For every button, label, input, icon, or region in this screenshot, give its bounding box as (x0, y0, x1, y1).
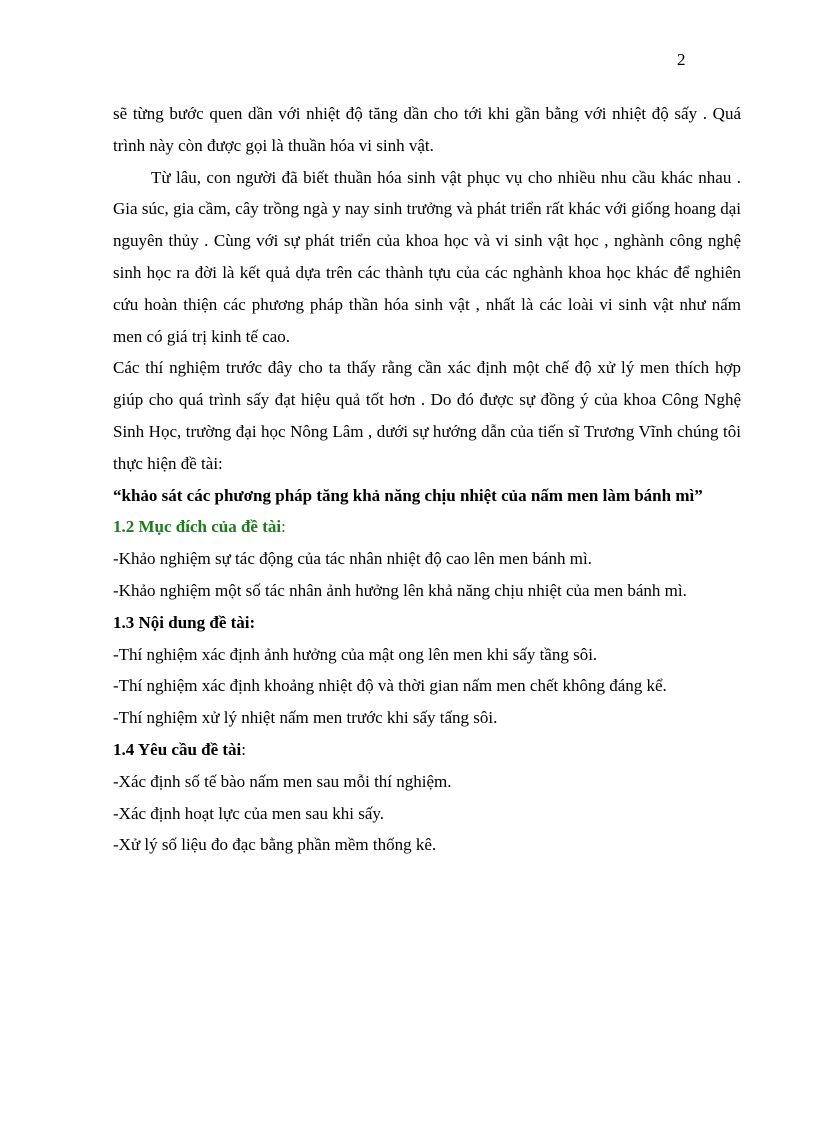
section-heading-purpose (113, 511, 741, 543)
list-item: -Khảo nghiệm sự tác động của tác nhân nhiệt độ cao lên men bánh mì. (113, 549, 592, 569)
document-body (113, 98, 741, 861)
section-heading-content-text: 1.3 Nội dung đề tài: (113, 612, 256, 632)
paragraph-continuation: sẽ từng bước quen dần với nhiệt độ tăng dần cho tới khi gần bằng với nhiệt độ sấy . Quá trình này còn được gọi là thuần hóa vi sinh vật. (113, 104, 741, 155)
project-title: “khảo sát các phương pháp tăng khả năng chịu nhiệt của nấm men làm bánh mì” (113, 485, 703, 505)
section-heading-requirements-text: 1.4 Yêu cầu đề tài (113, 739, 242, 759)
section-heading-purpose-colon: : (281, 517, 286, 537)
list-item: -Xử lý số liệu đo đạc bằng phần mềm thống kê. (113, 835, 437, 855)
list-item: -Xác định hoạt lực của men sau khi sấy. (113, 803, 385, 823)
section-heading-purpose-text: 1.2 Mục đích của đề tài (113, 517, 282, 537)
section-heading-requirements-colon: : (241, 739, 247, 759)
list-item: -Thí nghiệm xác định ảnh hưởng của mật ong lên men khi sấy tầng sôi. (113, 644, 598, 664)
paragraph-experiments: Các thí nghiệm trước đây cho ta thấy rằng cần xác định một chế độ xử lý men thích hợp giúp cho quá trình sấy đạt hiệu quả tốt hơn . Do đó được sự đồng ý của khoa Công Nghệ Sinh Học, trường đại học Nông Lâm , dưới sự hướng dẫn của tiến sĩ Trương Vĩnh chúng tôi thực hiện đề tài: (113, 358, 741, 473)
paragraph-history: Từ lâu, con người đã biết thuần hóa sinh vật phục vụ cho nhiều nhu cầu khác nhau . Gia súc, gia cầm, cây trồng ngà y nay sinh trưởng và phát triển rất khác với giống hoang dại nguyên thủy . Cùng với sự phát triển của khoa học và vi sinh vật học , nghành công nghệ sinh học ra đời là kết quả dựa trên các thành tựu của các nghành khoa học khác để nghiên cứu hoàn thiện các phương pháp thần hóa sinh vật , nhất là các loài vi sinh vật như nấm men có giá trị kinh tế cao. (113, 167, 741, 346)
section-heading-content (113, 607, 741, 639)
section-heading-requirements (113, 734, 741, 766)
list-item: -Thí nghiệm xác định khoảng nhiệt độ và thời gian nấm men chết không đáng kể. (113, 676, 667, 696)
list-item: -Khảo nghiệm một số tác nhân ảnh hưởng lên khả năng chịu nhiệt của men bánh mì. (113, 580, 687, 600)
list-item: -Thí nghiệm xử lý nhiệt nấm men trước khi sấy tấng sôi. (113, 708, 498, 728)
page-number: 2 (677, 50, 686, 69)
list-item: -Xác định số tế bào nấm men sau mỗi thí nghiệm. (113, 771, 452, 791)
